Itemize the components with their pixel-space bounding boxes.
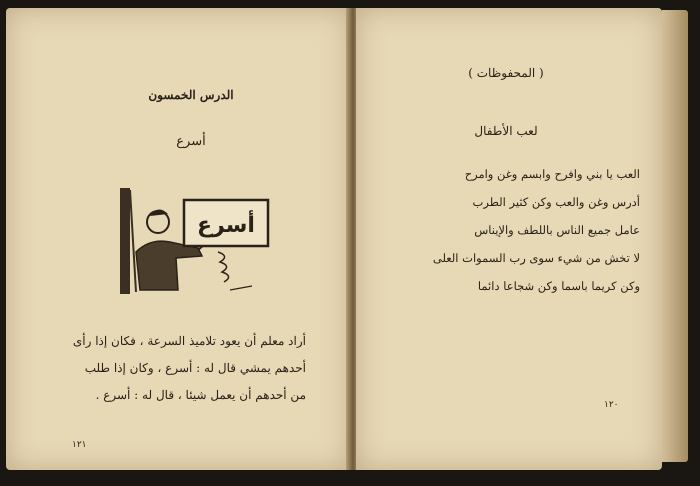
poem-line: أدرس وغن والعب وكن كثير الطرب: [472, 195, 640, 209]
left-page-number: ١٢١: [72, 440, 87, 450]
teacher-writing-on-board-icon: [106, 186, 276, 296]
poem-line: العب يا بني وافرح وابسم وغن وامرح: [464, 167, 640, 181]
poem: [378, 160, 640, 300]
board-word: أسرع: [197, 213, 255, 238]
lesson-title: الدرس الخمسون: [148, 88, 234, 102]
open-book: [6, 8, 694, 478]
poem-line: وكن كريما باسما وكن شجاعا دائما: [477, 279, 640, 293]
poem-line: لا تخش من شيء سوى رب السموات العلى: [432, 251, 640, 265]
poem-line: عامل جميع الناس باللطف والإيناس: [474, 223, 640, 237]
left-page: [6, 8, 350, 470]
section-title: ( المحفوظات ): [468, 66, 544, 80]
lesson-word: أسرع: [176, 134, 206, 149]
poem-title: لعب الأطفال: [474, 124, 538, 138]
lesson-paragraph: [70, 328, 306, 409]
lesson-paragraph-text: أراد معلم أن يعود تلاميذ السرعة ، فكان إذا رأى أحدهم يمشي قال له : أسرع ، وكان إذا طلب من أحدهم أن يعمل شيئا ، قال له : أسرع .: [72, 334, 306, 402]
page-edges: [662, 10, 688, 462]
right-page-number: ١٢٠: [604, 400, 619, 410]
right-page: [356, 8, 662, 470]
